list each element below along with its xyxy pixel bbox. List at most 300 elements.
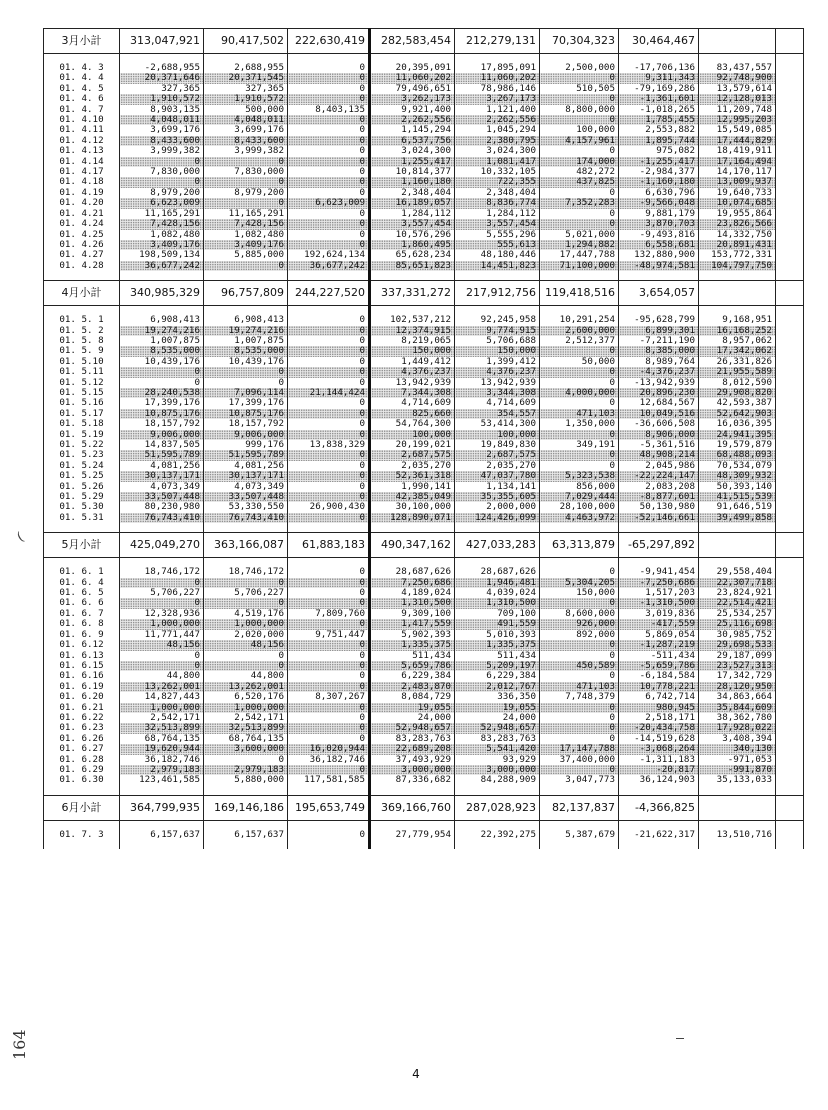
value-cell: 1,255,417 <box>370 157 455 167</box>
date-cell: 01. 4.20 <box>44 198 120 208</box>
spacer-cell <box>455 820 540 830</box>
spacer-cell <box>540 306 619 316</box>
date-cell: 01. 4.17 <box>44 167 120 177</box>
value-cell: 6,742,714 <box>619 692 699 702</box>
value-cell: 32,513,899 <box>204 723 288 733</box>
ledger-row <box>44 219 804 229</box>
value-cell: -52,146,661 <box>619 513 699 523</box>
spacer-cell <box>370 558 455 568</box>
value-cell: 198,509,134 <box>120 250 204 260</box>
value-cell: 1,417,559 <box>370 619 455 629</box>
empty-cell <box>776 450 804 460</box>
ledger-row <box>44 188 804 198</box>
spacer-cell <box>288 306 370 316</box>
value-cell: 0 <box>288 482 370 492</box>
empty-cell <box>776 630 804 640</box>
value-cell: 0 <box>540 734 619 744</box>
value-cell: 8,535,000 <box>120 346 204 356</box>
value-cell: 17,399,176 <box>204 398 288 408</box>
value-cell: 0 <box>540 219 619 229</box>
empty-cell <box>776 388 804 398</box>
value-cell: -1,287,219 <box>619 640 699 650</box>
value-cell: 3,409,176 <box>120 240 204 250</box>
value-cell: 20,199,021 <box>370 440 455 450</box>
value-cell: 10,576,296 <box>370 230 455 240</box>
value-cell: 16,189,057 <box>370 198 455 208</box>
value-cell: 0 <box>540 567 619 577</box>
spacer-cell <box>455 54 540 64</box>
value-cell: 3,409,176 <box>204 240 288 250</box>
ledger-row <box>44 723 804 733</box>
ledger-row <box>44 755 804 765</box>
ledger-row <box>44 230 804 240</box>
ledger-row <box>44 419 804 429</box>
value-cell: 91,646,519 <box>699 502 776 512</box>
ledger-row <box>44 578 804 588</box>
value-cell: 0 <box>288 651 370 661</box>
value-cell: 1,785,455 <box>619 115 699 125</box>
value-cell: 17,342,729 <box>699 671 776 681</box>
value-cell: 0 <box>204 651 288 661</box>
empty-cell <box>776 250 804 260</box>
ledger-row <box>44 609 804 619</box>
ledger-row <box>44 450 804 460</box>
value-cell: 0 <box>120 661 204 671</box>
value-cell: 83,283,763 <box>455 734 540 744</box>
spacer-cell <box>288 558 370 568</box>
value-cell: 1,449,412 <box>370 357 455 367</box>
spacer-cell <box>204 54 288 64</box>
value-cell: 20,896,230 <box>619 388 699 398</box>
value-cell: 30,464,467 <box>619 29 699 54</box>
empty-cell <box>776 461 804 471</box>
spacer-cell <box>288 786 370 796</box>
date-cell: 01. 5.30 <box>44 502 120 512</box>
value-cell: 20,371,545 <box>204 73 288 83</box>
ledger-row <box>44 125 804 135</box>
value-cell: 80,230,980 <box>120 502 204 512</box>
value-cell: 150,000 <box>370 346 455 356</box>
empty-cell <box>776 830 804 840</box>
spacer-cell <box>44 306 120 316</box>
value-cell: 0 <box>288 513 370 523</box>
value-cell: 92,748,900 <box>699 73 776 83</box>
value-cell: 48,309,932 <box>699 471 776 481</box>
value-cell: 9,774,915 <box>455 326 540 336</box>
date-cell: 01. 4. 6 <box>44 94 120 104</box>
empty-cell <box>776 146 804 156</box>
value-cell: 1,000,000 <box>120 703 204 713</box>
value-cell: -1,310,500 <box>619 598 699 608</box>
value-cell: 10,778,221 <box>619 682 699 692</box>
value-cell: 50,000 <box>540 357 619 367</box>
value-cell: 7,809,760 <box>288 609 370 619</box>
value-cell: 96,757,809 <box>204 281 288 306</box>
value-cell: 2,348,404 <box>370 188 455 198</box>
empty-cell <box>776 640 804 650</box>
date-cell: 01. 5. 8 <box>44 336 120 346</box>
date-cell: 01. 5.23 <box>44 450 120 460</box>
date-cell: 01. 4.21 <box>44 209 120 219</box>
value-cell: 999,176 <box>204 440 288 450</box>
empty-cell <box>776 230 804 240</box>
ledger-row <box>44 734 804 744</box>
spacer-cell <box>455 271 540 281</box>
date-cell: 01. 4.24 <box>44 219 120 229</box>
value-cell: 29,558,404 <box>699 567 776 577</box>
value-cell: 0 <box>540 703 619 713</box>
value-cell: 0 <box>288 84 370 94</box>
empty-cell <box>776 692 804 702</box>
value-cell: 11,771,447 <box>120 630 204 640</box>
ledger-row <box>44 619 804 629</box>
ledger-row <box>44 775 804 785</box>
value-cell: 2,012,767 <box>455 682 540 692</box>
value-cell: 1,134,141 <box>455 482 540 492</box>
value-cell: -22,224,147 <box>619 471 699 481</box>
value-cell: 0 <box>288 326 370 336</box>
value-cell: 102,537,212 <box>370 315 455 325</box>
value-cell: 349,191 <box>540 440 619 450</box>
value-cell: 34,863,664 <box>699 692 776 702</box>
value-cell: 21,144,424 <box>288 388 370 398</box>
value-cell: 1,284,112 <box>455 209 540 219</box>
value-cell: 1,335,375 <box>370 640 455 650</box>
spacer-cell <box>619 786 699 796</box>
empty-cell <box>776 326 804 336</box>
date-cell: 01. 6.21 <box>44 703 120 713</box>
value-cell: 8,989,764 <box>619 357 699 367</box>
value-cell: 0 <box>540 598 619 608</box>
value-cell: 354,557 <box>455 409 540 419</box>
value-cell: 0 <box>288 157 370 167</box>
value-cell: 3,600,000 <box>204 744 288 754</box>
value-cell: 4,714,609 <box>455 398 540 408</box>
empty-cell <box>776 398 804 408</box>
value-cell: 471,103 <box>540 682 619 692</box>
value-cell: 100,000 <box>455 430 540 440</box>
value-cell: 7,830,000 <box>120 167 204 177</box>
date-cell: 01. 6.19 <box>44 682 120 692</box>
spacer-cell <box>455 306 540 316</box>
value-cell: 0 <box>288 734 370 744</box>
spacer-cell <box>540 840 619 849</box>
value-cell: 0 <box>120 651 204 661</box>
empty-cell <box>776 755 804 765</box>
value-cell: 0 <box>288 136 370 146</box>
value-cell: 212,279,131 <box>455 29 540 54</box>
value-cell: 36,124,903 <box>619 775 699 785</box>
value-cell: 0 <box>204 261 288 271</box>
ledger-row <box>44 430 804 440</box>
value-cell: 2,512,377 <box>540 336 619 346</box>
value-cell: 8,836,774 <box>455 198 540 208</box>
value-cell: 2,687,575 <box>370 450 455 460</box>
value-cell: 13,510,716 <box>699 830 776 840</box>
value-cell: 3,999,382 <box>204 146 288 156</box>
value-cell: 490,347,162 <box>370 533 455 558</box>
value-cell: 4,081,256 <box>204 461 288 471</box>
value-cell: 287,028,923 <box>455 795 540 820</box>
value-cell: 63,313,879 <box>540 533 619 558</box>
value-cell: 10,875,176 <box>204 409 288 419</box>
value-cell: 0 <box>204 157 288 167</box>
value-cell: 20,371,646 <box>120 73 204 83</box>
spacer-cell <box>370 786 455 796</box>
value-cell: 0 <box>288 188 370 198</box>
value-cell: 17,447,788 <box>540 250 619 260</box>
value-cell: 0 <box>540 723 619 733</box>
value-cell: 11,209,748 <box>699 105 776 115</box>
value-cell: -13,942,939 <box>619 378 699 388</box>
value-cell: 0 <box>540 94 619 104</box>
ledger-row <box>44 84 804 94</box>
value-cell: 17,399,176 <box>120 398 204 408</box>
value-cell: 0 <box>120 378 204 388</box>
value-cell: 5,541,420 <box>455 744 540 754</box>
value-cell: 18,419,911 <box>699 146 776 156</box>
spacer-cell <box>699 558 776 568</box>
date-cell: 01. 5.10 <box>44 357 120 367</box>
value-cell: 10,074,685 <box>699 198 776 208</box>
value-cell <box>699 29 776 54</box>
empty-cell <box>776 157 804 167</box>
value-cell: 82,137,837 <box>540 795 619 820</box>
empty-cell <box>776 240 804 250</box>
value-cell: 6,908,413 <box>204 315 288 325</box>
value-cell: 9,006,000 <box>120 430 204 440</box>
value-cell: 24,000 <box>455 713 540 723</box>
value-cell: 4,000,000 <box>540 388 619 398</box>
value-cell: 217,912,756 <box>455 281 540 306</box>
value-cell: -36,606,508 <box>619 419 699 429</box>
value-cell: 19,055 <box>455 703 540 713</box>
value-cell: 491,559 <box>455 619 540 629</box>
spacer-cell <box>204 523 288 533</box>
value-cell: -511,434 <box>619 651 699 661</box>
empty-cell <box>776 440 804 450</box>
empty-cell <box>776 357 804 367</box>
value-cell: 7,428,156 <box>120 219 204 229</box>
value-cell: 10,439,176 <box>204 357 288 367</box>
value-cell: 28,100,000 <box>540 502 619 512</box>
ledger-row <box>44 682 804 692</box>
value-cell: 3,047,773 <box>540 775 619 785</box>
value-cell: 1,399,412 <box>455 357 540 367</box>
value-cell: -991,870 <box>699 765 776 775</box>
value-cell: 19,274,216 <box>120 326 204 336</box>
page-number: 4 <box>412 1067 420 1081</box>
value-cell: 10,814,377 <box>370 167 455 177</box>
value-cell: 437,825 <box>540 177 619 187</box>
value-cell: 2,380,795 <box>455 136 540 146</box>
value-cell: 0 <box>288 567 370 577</box>
ledger-row <box>44 136 804 146</box>
value-cell: 8,385,000 <box>619 346 699 356</box>
value-cell: 2,045,986 <box>619 461 699 471</box>
value-cell: 0 <box>204 661 288 671</box>
value-cell: 5,869,054 <box>619 630 699 640</box>
value-cell: 8,800,000 <box>540 105 619 115</box>
value-cell: 104,797,750 <box>699 261 776 271</box>
value-cell: 5,706,688 <box>455 336 540 346</box>
value-cell: 65,628,234 <box>370 250 455 260</box>
value-cell: 3,654,057 <box>619 281 699 306</box>
value-cell: 21,955,589 <box>699 367 776 377</box>
spacer-cell <box>370 271 455 281</box>
value-cell: 369,166,760 <box>370 795 455 820</box>
date-cell: 01. 6.26 <box>44 734 120 744</box>
value-cell: -20,434,758 <box>619 723 699 733</box>
value-cell: 117,581,585 <box>288 775 370 785</box>
value-cell: 3,024,300 <box>370 146 455 156</box>
empty-cell <box>776 73 804 83</box>
empty-cell <box>776 419 804 429</box>
date-cell: 01. 4. 7 <box>44 105 120 115</box>
ledger-row <box>44 115 804 125</box>
spacer-cell <box>204 820 288 830</box>
value-cell: 0 <box>288 219 370 229</box>
value-cell: 18,746,172 <box>204 567 288 577</box>
spacer-cell <box>540 558 619 568</box>
empty-cell <box>776 578 804 588</box>
value-cell: 244,227,520 <box>288 281 370 306</box>
value-cell: 51,595,789 <box>120 450 204 460</box>
value-cell: 7,250,686 <box>370 578 455 588</box>
value-cell: 1,946,481 <box>455 578 540 588</box>
value-cell: 6,899,301 <box>619 326 699 336</box>
value-cell: 222,630,419 <box>288 29 370 54</box>
spacer-cell <box>619 820 699 830</box>
value-cell: 32,513,899 <box>120 723 204 733</box>
value-cell: 500,000 <box>204 105 288 115</box>
empty-cell <box>776 471 804 481</box>
spacer-cell <box>699 523 776 533</box>
value-cell: 5,209,197 <box>455 661 540 671</box>
value-cell: 327,365 <box>120 84 204 94</box>
value-cell: 19,849,830 <box>455 440 540 450</box>
value-cell: 29,698,533 <box>699 640 776 650</box>
spacer-cell <box>370 820 455 830</box>
empty-cell <box>776 378 804 388</box>
value-cell: 0 <box>288 367 370 377</box>
date-cell: 01. 6.12 <box>44 640 120 650</box>
spacer-cell <box>619 558 699 568</box>
value-cell: 0 <box>540 146 619 156</box>
value-cell: 0 <box>120 177 204 187</box>
value-cell: 0 <box>204 578 288 588</box>
value-cell: 0 <box>288 713 370 723</box>
spacer-cell <box>776 786 804 796</box>
date-cell: 01. 5.22 <box>44 440 120 450</box>
spacer-cell <box>699 820 776 830</box>
value-cell: 52,948,657 <box>455 723 540 733</box>
value-cell: 192,624,134 <box>288 250 370 260</box>
value-cell: 84,288,909 <box>455 775 540 785</box>
date-cell: 01. 5.12 <box>44 378 120 388</box>
value-cell: 17,895,091 <box>455 63 540 73</box>
value-cell: 37,493,929 <box>370 755 455 765</box>
ledger-row <box>44 209 804 219</box>
date-cell: 01. 6. 8 <box>44 619 120 629</box>
value-cell: 1,310,500 <box>455 598 540 608</box>
spacer-cell <box>776 523 804 533</box>
value-cell: 22,514,421 <box>699 598 776 608</box>
value-cell: 28,240,538 <box>120 388 204 398</box>
date-cell: 01. 6.20 <box>44 692 120 702</box>
value-cell: 0 <box>288 125 370 135</box>
value-cell: 1,082,480 <box>120 230 204 240</box>
date-cell: 01. 4.18 <box>44 177 120 187</box>
spacer-cell <box>44 523 120 533</box>
value-cell: 0 <box>288 703 370 713</box>
value-cell: 0 <box>540 430 619 440</box>
value-cell: 36,677,242 <box>288 261 370 271</box>
ledger-row <box>44 651 804 661</box>
value-cell: 2,035,270 <box>455 461 540 471</box>
empty-cell <box>776 409 804 419</box>
ledger-row <box>44 198 804 208</box>
value-cell: -5,361,516 <box>619 440 699 450</box>
value-cell: 48,180,446 <box>455 250 540 260</box>
value-cell: 0 <box>540 346 619 356</box>
value-cell: 2,979,183 <box>120 765 204 775</box>
ledger-row <box>44 167 804 177</box>
date-cell: 01. 5.16 <box>44 398 120 408</box>
value-cell: -417,559 <box>619 619 699 629</box>
spacer-cell <box>44 786 120 796</box>
value-cell: 8,535,000 <box>204 346 288 356</box>
ledger-row <box>44 588 804 598</box>
value-cell: 364,799,935 <box>120 795 204 820</box>
value-cell: 23,527,313 <box>699 661 776 671</box>
empty-cell <box>776 219 804 229</box>
value-cell: 30,137,171 <box>204 471 288 481</box>
value-cell: 510,505 <box>540 84 619 94</box>
value-cell: 3,000,000 <box>455 765 540 775</box>
spacer-cell <box>204 840 288 849</box>
value-cell: 0 <box>288 578 370 588</box>
value-cell: -1,311,183 <box>619 755 699 765</box>
value-cell: 26,900,430 <box>288 502 370 512</box>
date-cell: 01. 4.10 <box>44 115 120 125</box>
spacer-cell <box>120 840 204 849</box>
empty-cell <box>776 765 804 775</box>
spacer-row <box>44 820 804 830</box>
value-cell: 17,342,062 <box>699 346 776 356</box>
value-cell: 0 <box>288 765 370 775</box>
value-cell: 8,600,000 <box>540 609 619 619</box>
value-cell: 0 <box>288 598 370 608</box>
spacer-cell <box>776 306 804 316</box>
ledger-row <box>44 567 804 577</box>
date-cell: 01. 5.17 <box>44 409 120 419</box>
value-cell: 38,362,780 <box>699 713 776 723</box>
value-cell: 44,800 <box>120 671 204 681</box>
value-cell: 28,687,626 <box>370 567 455 577</box>
value-cell: 327,365 <box>204 84 288 94</box>
value-cell: 90,417,502 <box>204 29 288 54</box>
spacer-row <box>44 271 804 281</box>
value-cell <box>699 795 776 820</box>
value-cell: 1,000,000 <box>120 619 204 629</box>
value-cell: -3,068,264 <box>619 744 699 754</box>
value-cell: 18,157,792 <box>120 419 204 429</box>
value-cell: 53,414,300 <box>455 419 540 429</box>
margin-handwritten-number: 164 <box>10 1029 29 1060</box>
value-cell: 2,500,000 <box>540 63 619 73</box>
value-cell: 53,330,550 <box>204 502 288 512</box>
